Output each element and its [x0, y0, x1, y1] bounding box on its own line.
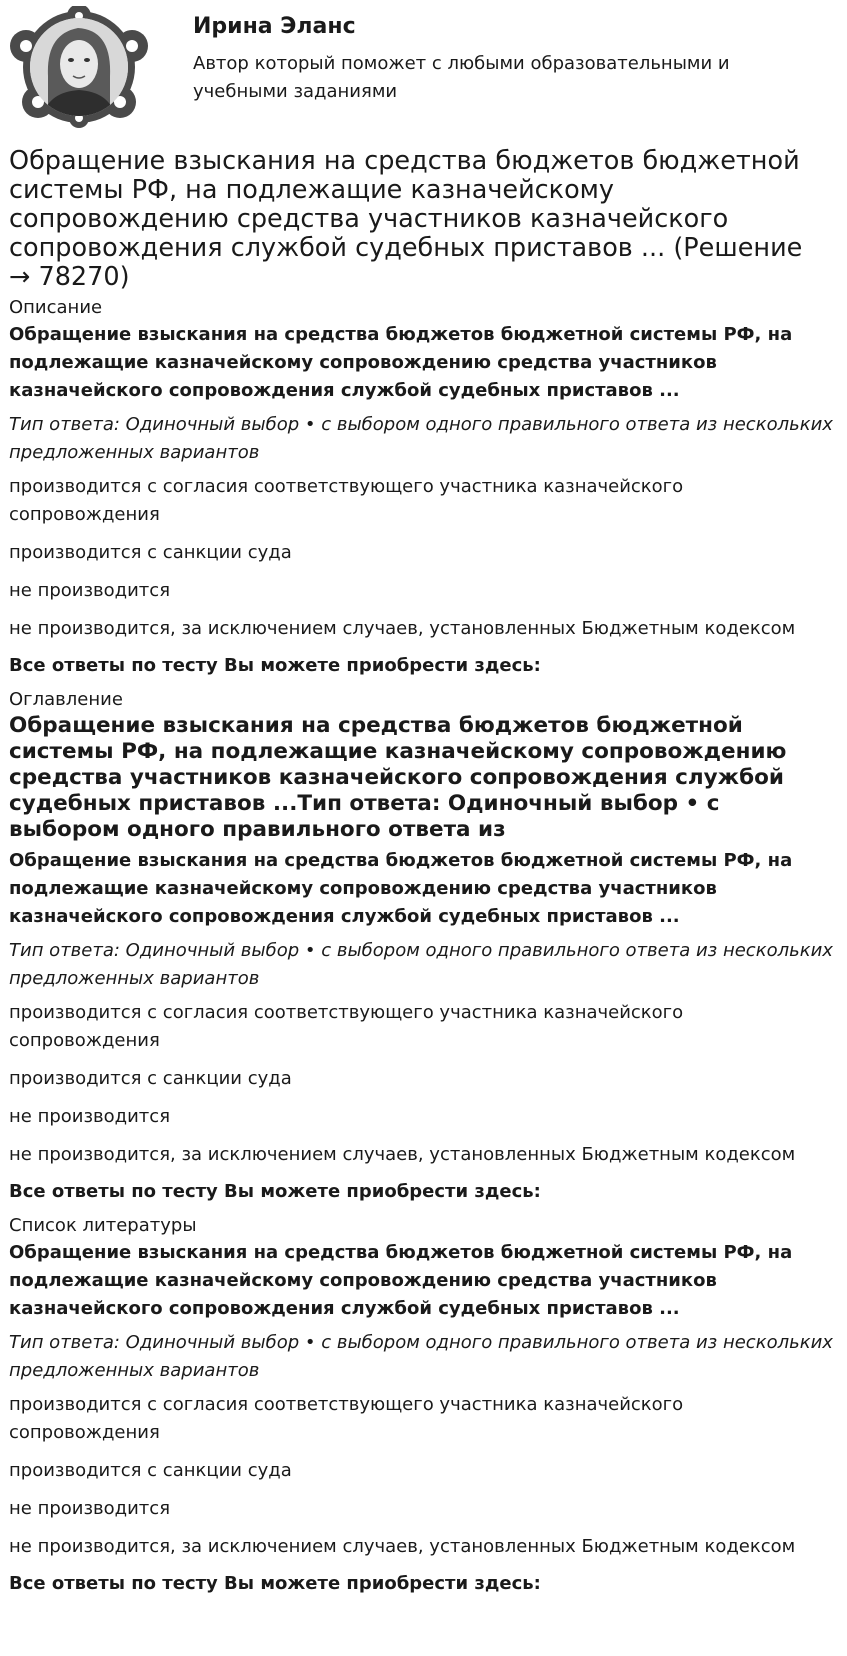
question-text: Обращение взыскания на средства бюджетов бюджетной системы РФ, на подлежащие казначейскому сопровождению средства участников казначейского сопровождения службой судебных приставов ...: [9, 1242, 793, 1319]
answer-option: производится с согласия соответствующего участника казначейского сопровождения: [9, 476, 684, 525]
buy-answers-text: Все ответы по тесту Вы можете приобрести здесь:: [9, 1573, 541, 1594]
answer-option: не производится, за исключением случаев, установленных Бюджетным кодексом: [9, 618, 796, 639]
page-title: Обращение взыскания на средства бюджетов бюджетной системы РФ, на подлежащие казначейскому сопровождению средства участников казначейского сопровождения службой судебных приставов ... (Решение → 78270): [9, 146, 803, 292]
answer-option: производится с согласия соответствующего участника казначейского сопровождения: [9, 1394, 684, 1443]
buy-answers-text: Все ответы по тесту Вы можете приобрести здесь:: [9, 655, 541, 676]
toc-heading: Обращение взыскания на средства бюджетов бюджетной системы РФ, на подлежащие казначейскому сопровождению средства участников казначейского сопровождения службой судебных приставов ...Тип ответа: Одиночный выбор • с выбором одного правильного ответа из: [9, 713, 787, 842]
answer-option: производится с санкции суда: [9, 1068, 292, 1089]
toc-section: [9, 687, 838, 1205]
literature-label: Список литературы: [9, 1215, 197, 1236]
answer-type: Тип ответа: Одиночный выбор • с выбором одного правильного ответа из нескольких предложенных вариантов: [9, 940, 833, 989]
description-section: [9, 295, 838, 679]
answer-type: Тип ответа: Одиночный выбор • с выбором одного правильного ответа из нескольких предложенных вариантов: [9, 414, 833, 463]
answer-type: Тип ответа: Одиночный выбор • с выбором одного правильного ответа из нескольких предложенных вариантов: [9, 1332, 833, 1381]
question-text: Обращение взыскания на средства бюджетов бюджетной системы РФ, на подлежащие казначейскому сопровождению средства участников казначейского сопровождения службой судебных приставов ...: [9, 850, 793, 927]
question-text: Обращение взыскания на средства бюджетов бюджетной системы РФ, на подлежащие казначейскому сопровождению средства участников казначейского сопровождения службой судебных приставов ...: [9, 324, 793, 401]
author-header: [9, 0, 838, 140]
description-label: Описание: [9, 297, 103, 318]
literature-section: [9, 1213, 838, 1597]
answer-option: не производится: [9, 1106, 171, 1127]
answer-option: не производится: [9, 1498, 171, 1519]
answer-option: не производится: [9, 580, 171, 601]
answer-option: производится с санкции суда: [9, 1460, 292, 1481]
author-avatar[interactable]: [8, 6, 150, 128]
author-info: [193, 6, 793, 106]
answer-option: не производится, за исключением случаев, установленных Бюджетным кодексом: [9, 1536, 796, 1557]
answer-option: не производится, за исключением случаев, установленных Бюджетным кодексом: [9, 1144, 796, 1165]
author-description: Автор который поможет с любыми образовательными и учебными заданиями: [193, 53, 730, 102]
toc-label: Оглавление: [9, 689, 123, 710]
answer-option: производится с санкции суда: [9, 542, 292, 563]
avatar-image: [8, 6, 150, 128]
buy-answers-text: Все ответы по тесту Вы можете приобрести здесь:: [9, 1181, 541, 1202]
author-name[interactable]: Ирина Эланс: [193, 14, 356, 39]
answer-option: производится с согласия соответствующего участника казначейского сопровождения: [9, 1002, 684, 1051]
